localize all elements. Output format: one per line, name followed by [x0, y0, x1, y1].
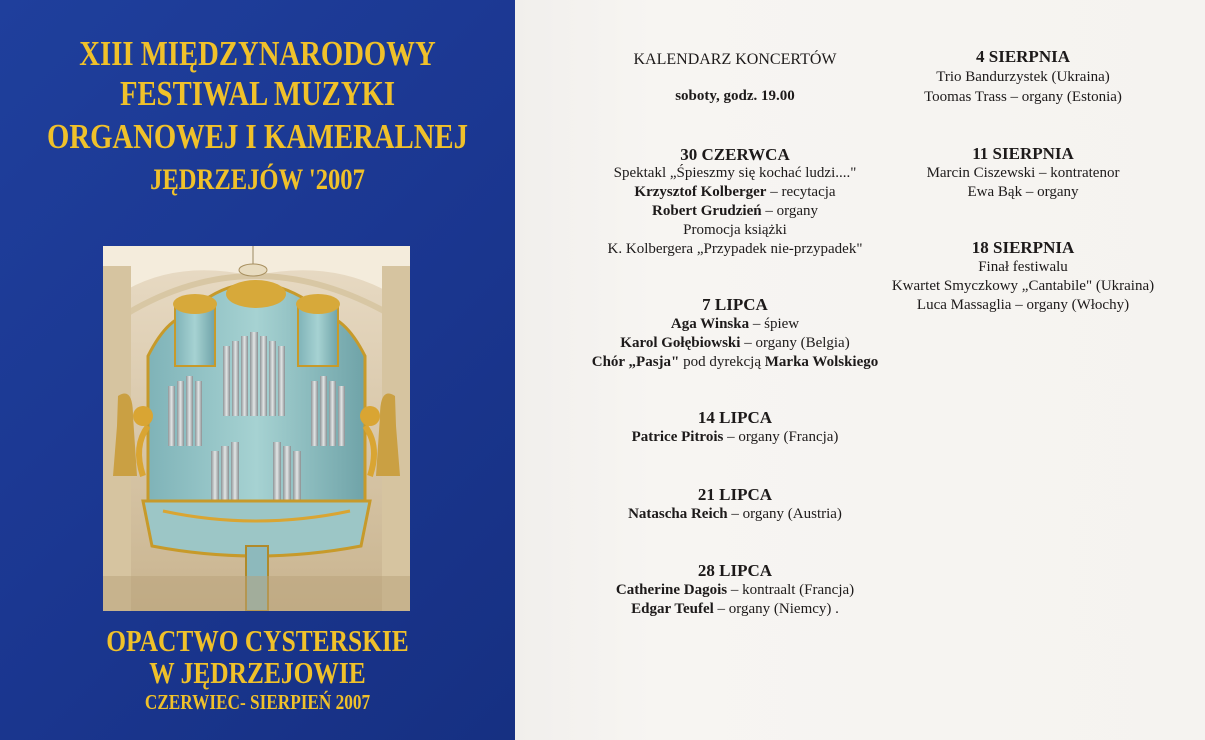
performer-role: – organy (Niemcy) . — [717, 601, 839, 617]
performer-name: Catherine Dagois — [615, 582, 728, 598]
concert-line — [565, 600, 905, 619]
concert-line: Promocja książki — [683, 222, 787, 238]
concert-line — [565, 353, 905, 372]
performer-name: Ewa Bąk — [967, 184, 1023, 200]
performer-role: – organy (Belgia) — [744, 335, 850, 351]
performer-name: Edgar Teufel — [631, 601, 714, 617]
brochure-cover — [0, 0, 515, 740]
concert-line — [868, 277, 1178, 296]
concert-date: 4 SIERPNIA — [976, 47, 1070, 66]
concert-line — [565, 428, 905, 447]
performer-role: – organy (Włochy) — [1015, 297, 1130, 313]
concert-line — [565, 581, 905, 600]
concert-date: 28 LIPCA — [697, 561, 773, 580]
concert-date: 21 LIPCA — [697, 485, 773, 504]
performer-name: Marcin Ciszewski — [926, 165, 1036, 181]
calendar-subheading: soboty, godz. 19.00 — [675, 88, 795, 104]
concert-line — [868, 183, 1178, 202]
performer-name: Karol Gołębiowski — [620, 335, 741, 351]
concert-line — [868, 164, 1178, 183]
performer-role: – organy (Estonia) — [1010, 89, 1122, 105]
performer-role: – organy (Francja) — [727, 429, 839, 445]
festival-title-line4: JĘDRZEJÓW '2007 — [150, 163, 365, 196]
performer-role: (Ukraina) — [1095, 278, 1155, 294]
performer-name: Aga Winska — [670, 316, 750, 332]
performer-name: Toomas Trass — [924, 89, 1007, 105]
performer-role: pod dyrekcją — [683, 354, 762, 370]
organ-photo — [103, 246, 410, 611]
concert-line — [565, 183, 905, 202]
festival-title-line3: ORGANOWEJ I KAMERALNEJ — [47, 117, 468, 156]
performer-name: Luca Massaglia — [916, 297, 1012, 313]
performer-name: Krzysztof Kolberger — [634, 184, 767, 200]
performer-role: – kontratenor — [1039, 165, 1120, 181]
concert-line: Trio Bandurzystek (Ukraina) — [936, 69, 1110, 85]
cover-footer-line2: W JĘDRZEJOWIE — [149, 655, 366, 690]
concert-line — [868, 296, 1178, 315]
festival-title-line1: XIII MIĘDZYNARODOWY — [79, 34, 436, 73]
performer-name: Chór „Pasja" — [591, 354, 680, 370]
cover-footer-line3: CZERWIEC- SIERPIEŃ 2007 — [144, 690, 371, 714]
performer-name: Kwartet Smyczkowy „Cantabile" — [891, 278, 1093, 294]
performer-role: – organy — [1025, 184, 1079, 200]
concert-date: 30 CZERWCA — [680, 145, 790, 164]
performer-name: Robert Grudzień — [652, 203, 762, 219]
performer-name: Patrice Pitrois — [631, 429, 724, 445]
concert-line — [565, 505, 905, 524]
concert-line — [868, 88, 1178, 107]
performer-role: – organy — [765, 203, 818, 219]
concert-date: 18 SIERPNIA — [971, 238, 1075, 257]
concert-date: 11 SIERPNIA — [972, 144, 1074, 163]
performer-name: Natascha Reich — [628, 506, 728, 522]
conductor-name: Marka Wolskiego — [764, 354, 879, 370]
concert-line — [565, 202, 905, 221]
performer-role: – recytacja — [770, 184, 836, 200]
calendar-heading: KALENDARZ KONCERTÓW — [633, 51, 837, 68]
performer-role: – śpiew — [752, 316, 800, 332]
concert-date: 14 LIPCA — [697, 408, 773, 427]
cover-footer-line1: OPACTWO CYSTERSKIE — [106, 623, 409, 658]
concert-line: Spektakl „Śpieszmy się kochać ludzi...." — [613, 165, 857, 181]
festival-title-line2: FESTIWAL MUZYKI — [119, 74, 396, 113]
concert-line: Finał festiwalu — [978, 259, 1068, 275]
performer-role: – kontraalt (Francja) — [730, 582, 855, 598]
concert-line — [565, 315, 905, 334]
concert-line: K. Kolbergera „Przypadek nie-przypadek" — [607, 241, 863, 257]
concert-date: 7 LIPCA — [702, 295, 768, 314]
performer-role: – organy (Austria) — [731, 506, 842, 522]
concert-line — [565, 334, 905, 353]
